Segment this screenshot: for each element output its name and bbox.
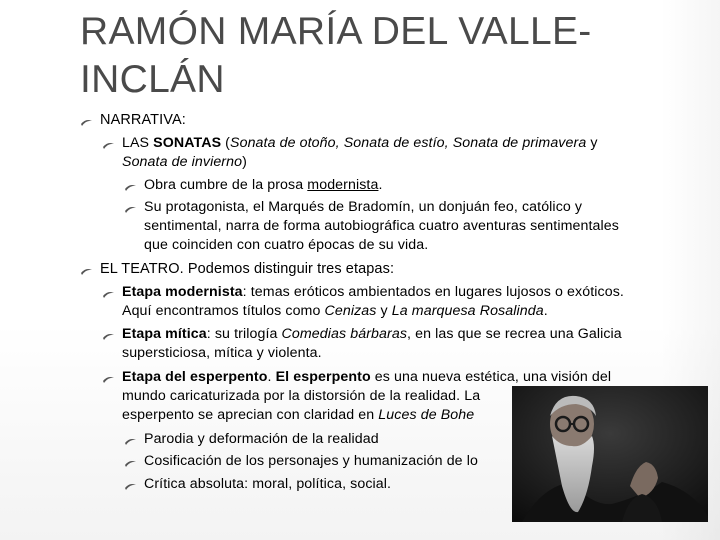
sonatas-sub-2-line-2: sentimental, narra de forma autobiográfica cuatro aventuras sentimentales (144, 218, 619, 234)
etapa-esperpento-text: es una nueva estética, una visión del (370, 369, 612, 385)
etapa-esperpento-line-3 (122, 406, 474, 425)
etapa-modernista-label: Etapa modernista (122, 284, 243, 300)
sonatas-sub-2-line-1: Su protagonista, el Marqués de Bradomín, un donjuán feo, católico y (144, 199, 583, 215)
sonatas-y: y (586, 135, 598, 151)
teatro-heading-line (100, 260, 394, 279)
swoosh-bullet-icon (124, 458, 137, 468)
etapa-modernista-text: : temas eróticos ambientados en lugares lujosos o exóticos. (242, 284, 624, 300)
title-luces-de-bohemia: Luces de Bohe (378, 407, 475, 423)
narrativa-heading: NARRATIVA (100, 112, 182, 128)
etapa-mitica-line-2: supersticiosa, mítica y violenta. (122, 345, 322, 361)
etapa-mitica-line-1 (122, 325, 622, 344)
feature-item: Crítica absoluta: moral, política, social. (144, 476, 392, 492)
feature-item: Cosificación de los personajes y humanización de lo (144, 453, 478, 469)
sonatas-line-2 (122, 153, 247, 172)
etapa-esperpento-line-1 (122, 368, 611, 387)
title-cenizas: Cenizas (324, 303, 377, 319)
sonatas-line-1 (122, 134, 598, 153)
etapa-modernista-y: y (376, 303, 392, 319)
etapa-esperpento-line-2: mundo caricaturizada por la distorsión de la realidad. La (122, 388, 481, 404)
title-comedias-barbaras: Comedias bárbaras (281, 326, 408, 342)
sub1-end: . (378, 177, 383, 193)
portrait-photo (512, 386, 708, 522)
swoosh-bullet-icon (80, 117, 93, 127)
etapa-mitica-text-2: , en las que se recrea una Galicia (407, 326, 622, 342)
etapa-esperpento-label: Etapa del esperpento (122, 369, 268, 385)
swoosh-bullet-icon (102, 331, 115, 341)
title-line-2: INCLÁN (80, 58, 225, 101)
swoosh-bullet-icon (124, 204, 137, 214)
sub1-underlined: modernista (307, 177, 379, 193)
el-esperpento-bold: El esperpento (275, 369, 371, 385)
sonatas-close-paren: ) (242, 154, 247, 170)
swoosh-bullet-icon (102, 289, 115, 299)
etapa-esperpento-line-3-text: esperpento se aprecian con claridad en (122, 407, 379, 423)
swoosh-bullet-icon (124, 481, 137, 491)
swoosh-bullet-icon (102, 374, 115, 384)
swoosh-bullet-icon (124, 436, 137, 446)
etapa-modernista-line-2 (122, 302, 548, 321)
etapa-mitica-text: : su trilogía (206, 326, 282, 342)
narrativa-heading-line (100, 111, 186, 130)
sonatas-open-paren: ( (221, 135, 231, 151)
teatro-heading: EL TEATRO (100, 261, 180, 277)
title-marquesa-rosalinda: La marquesa Rosalinda (391, 303, 544, 319)
etapa-modernista-end: . (543, 303, 548, 319)
sonatas-sub-2-line-3: que coinciden con cuatro épocas de su vida. (144, 237, 429, 253)
narrativa-colon: : (181, 112, 186, 128)
sonatas-titles: Sonata de otoño, Sonata de estío, Sonata de primavera (230, 135, 587, 151)
etapa-esperpento-separator: . (267, 369, 276, 385)
sonatas-sub-1 (144, 176, 383, 195)
sonatas-bold: SONATAS (153, 135, 222, 151)
feature-item: Parodia y deformación de la realidad (144, 431, 379, 447)
title-line-1: RAMÓN MARÍA DEL VALLE- (80, 10, 592, 53)
sonatas-prefix: LAS (122, 135, 154, 151)
teatro-intro: . Podemos distinguir tres etapas: (179, 261, 395, 277)
slide-title (80, 8, 700, 104)
swoosh-bullet-icon (124, 182, 137, 192)
swoosh-bullet-icon (102, 140, 115, 150)
sub1-text: Obra cumbre de la prosa (144, 177, 308, 193)
sonatas-title-invierno: Sonata de invierno (122, 154, 243, 170)
etapa-mitica-label: Etapa mítica (122, 326, 207, 342)
etapa-modernista-titles-intro: Aquí encontramos títulos como (122, 303, 325, 319)
swoosh-bullet-icon (80, 266, 93, 276)
etapa-modernista-line-1 (122, 283, 624, 302)
